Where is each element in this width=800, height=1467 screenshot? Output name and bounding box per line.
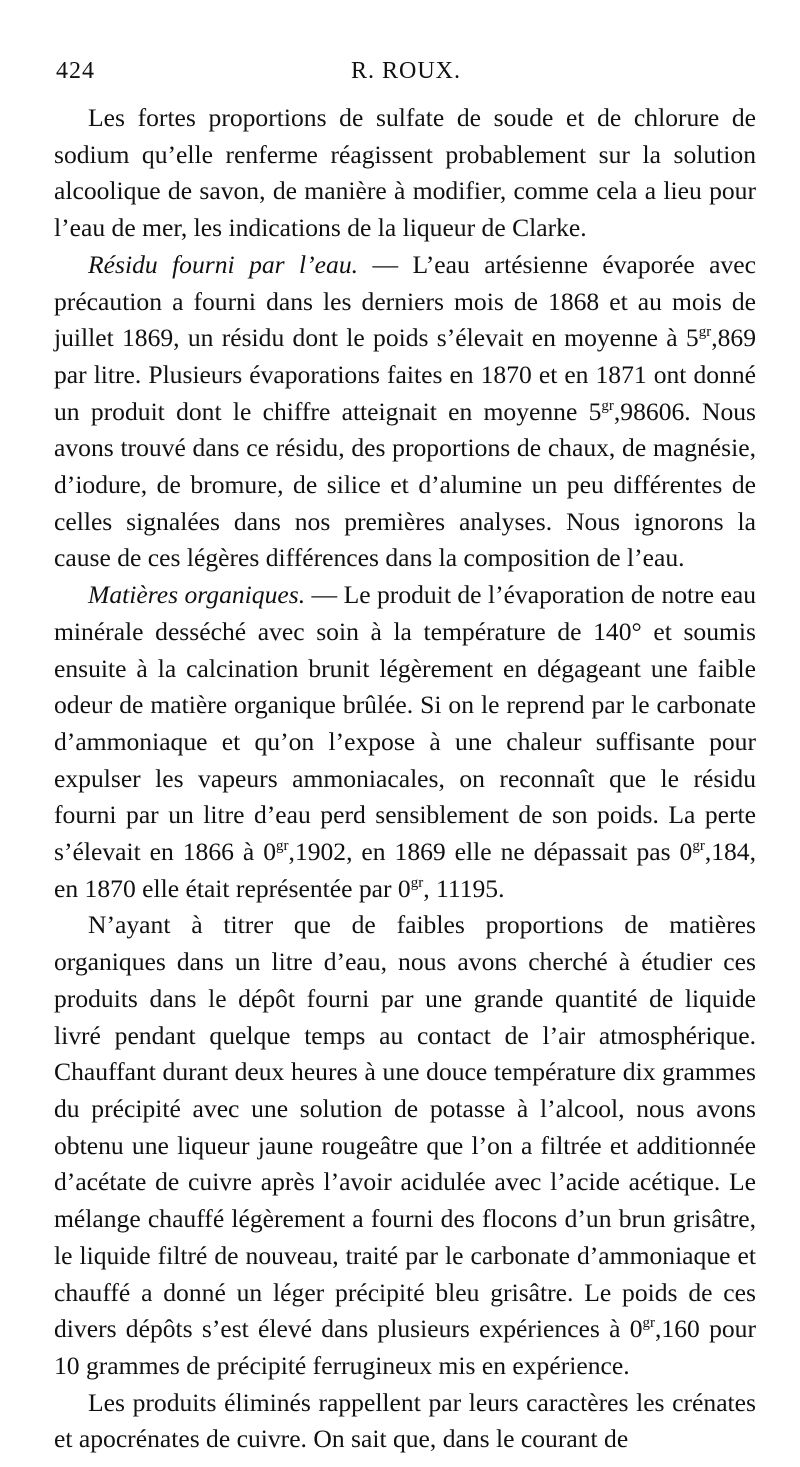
paragraph-text: , 11195. (423, 873, 505, 903)
paragraph-text: ,869 par litre. Plusieurs évaporations faites en 1870 et en 1871 ont donné un produit dont le chiffre atteignait en moyenne 5 (54, 323, 756, 426)
paragraph-residu (54, 247, 756, 577)
running-title: R. ROUX. (350, 58, 461, 84)
paragraph-text: Les produits éliminés rappellent par leurs caractères les crénates et apocrénates de cuivre. On sait que, dans le courant de (54, 1387, 756, 1454)
unit-superscript: gr (276, 838, 289, 855)
paragraph-text: — L’eau artésienne évaporée avec précaution a fourni dans les derniers mois de 1868 et au mois de juillet 1869, un résidu dont le poids s’élevait en moyenne à 5 (54, 249, 757, 353)
paragraph-text: — Le produit de l’évaporation de notre eau minérale desséché avec soin à la température de 140° et soumis ensuite à la calcination brunit légèrement en dégageant une faible odeur de matière organique brûlée. Si on le reprend par le carbonate d’ammoniaque et qu’on l’expose à une chaleur suffisante pour expulser les vapeurs ammoniacales, on reconnaît que le résidu fourni par un litre d’eau perd sensiblement de son poids. La perte s’élevait en 1866 à 0 (54, 580, 756, 867)
unit-superscript: gr (692, 838, 705, 855)
section-heading-residu: Résidu fourni par l’eau. (88, 249, 359, 279)
section-heading-matieres-organiques: Matières organiques. (88, 580, 306, 610)
paragraph-text: ,184, en 1870 elle était représentée par 0 (54, 837, 756, 903)
paragraph-produits-elimines (54, 1385, 756, 1458)
body-text (54, 100, 756, 1458)
unit-superscript: gr (601, 397, 614, 414)
paragraph-text: ,160 pour 10 grammes de précipité ferrugineux mis en expérience. (54, 1314, 756, 1380)
paragraph-text: ,98606. Nous avons trouvé dans ce résidu, des proportions de chaux, de magnésie, d’iodure, de bromure, de silice et d’alumine un peu différentes de celles signalées dans nos premières analyses. Nous ignorons la cause de ces légères différences dans la composition de l’eau. (54, 396, 756, 573)
unit-superscript: gr (698, 324, 712, 341)
unit-superscript: gr (642, 1315, 656, 1332)
paragraph-text: Les fortes proportions de sulfate de soude et de chlorure de sodium qu’elle renferme réagissent probablement sur la solution alcoolique de savon, de manière à modifier, comme cela a lieu pour l’eau de mer, les indications de la liqueur de Clarke. (54, 103, 756, 243)
paragraph-titrage (54, 907, 756, 1384)
running-head (56, 58, 756, 94)
unit-superscript: gr (410, 874, 424, 891)
page-number: 424 (56, 58, 95, 84)
paragraph-sulfate (54, 100, 756, 247)
paragraph-text: ,1902, en 1869 elle ne dépassait pas 0 (288, 837, 693, 867)
paragraph-text: N’ayant à titrer que de faibles proportions de matières organiques dans un litre d’eau, nous avons cherché à étudier ces produits dans le dépôt fourni par une grande quantité de liquide livré pendant quelque temps au contact de l’air atmosphérique. Chauffant durant deux heures à une douce température dix grammes du précipité avec une solution de potasse à l’alcool, nous avons obtenu une liqueur jaune rougeâtre que l’on a filtrée et additionnée d’acétate de cuivre après l’avoir acidulée avec l’acide acétique. Le mélange chauffé légèrement a fourni des flocons d’un brun grisâtre, le liquide filtré de nouveau, traité par le carbonate d’ammoniaque et chauffé a donné un léger précipité bleu grisâtre. Le poids de ces divers dépôts s’est élevé dans plusieurs expériences à 0 (54, 910, 756, 1344)
paragraph-matieres-organiques (54, 577, 756, 907)
